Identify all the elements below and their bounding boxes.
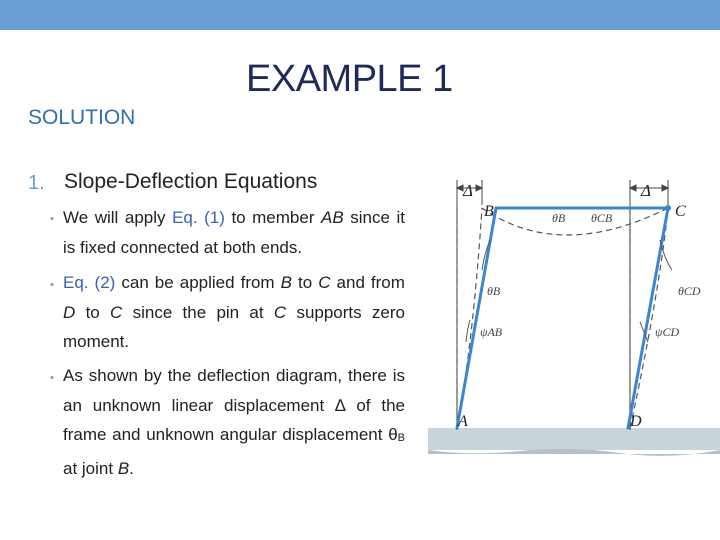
ground-support xyxy=(428,428,720,450)
bullet-1-text: We will apply Eq. (1) to member AB since it is fixed connected at both ends. xyxy=(63,208,405,257)
section-label: SOLUTION xyxy=(28,106,136,129)
item-number: 1. xyxy=(28,172,45,194)
joint-label-d: D xyxy=(630,413,642,430)
theta-cd-label: θCD xyxy=(678,284,701,298)
theta-cb-label: θCB xyxy=(591,211,613,225)
joint-label-c: C xyxy=(675,203,686,220)
bullet-2-text: Eq. (2) can be applied from B to C and from D to C since the pin at C supports zero moment. xyxy=(63,273,405,351)
theta-b-side-label: θB xyxy=(487,284,501,298)
item-heading: Slope-Deflection Equations xyxy=(64,170,318,193)
delta-label-right: Δ xyxy=(641,181,651,200)
psi-cd-label: ψCD xyxy=(655,325,680,339)
bullet-marker: • xyxy=(50,213,54,225)
slide-title: EXAMPLE 1 xyxy=(246,58,453,100)
frame-members xyxy=(457,208,668,428)
bullet-marker: • xyxy=(50,372,54,384)
bullet-3-text: As shown by the deflection diagram, there is an unknown linear displacement ∆ of the frame and unknown angular displacement θB at joint B. xyxy=(63,366,405,478)
psi-ab-label: ψAB xyxy=(480,325,503,339)
theta-b-top-label: θB xyxy=(552,211,566,225)
joint-label-a: A xyxy=(458,413,468,430)
pin-joint-c xyxy=(665,205,671,211)
joint-label-b: B xyxy=(484,203,494,220)
bullet-marker: • xyxy=(50,279,54,291)
delta-label-left: Δ xyxy=(463,181,473,200)
